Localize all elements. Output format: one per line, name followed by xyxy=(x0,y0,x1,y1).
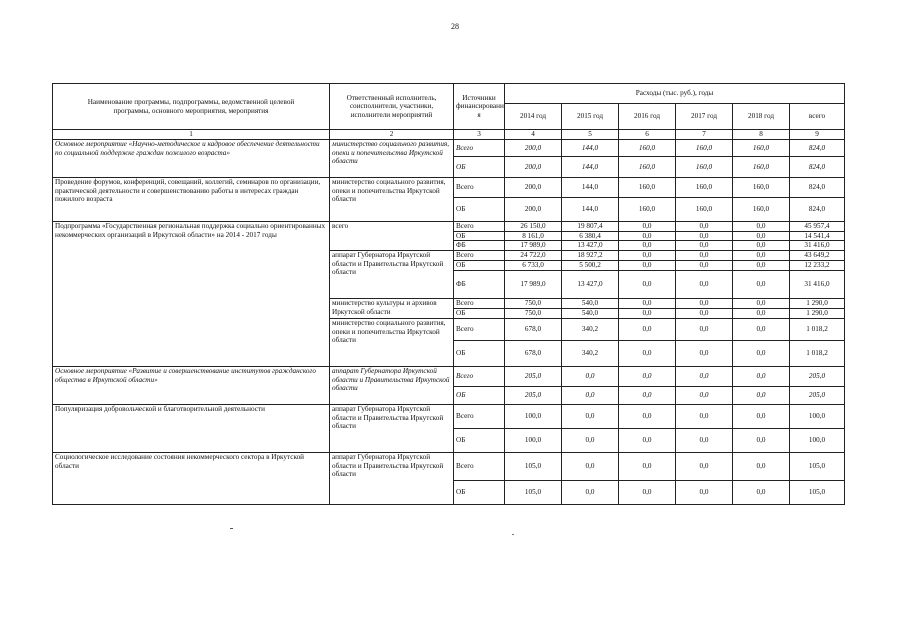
year-value-cell: 0,0 xyxy=(619,241,676,251)
year-value-cell: 0,0 xyxy=(619,386,676,404)
year-value-cell: 24 722,0 xyxy=(505,250,562,260)
total-value-cell: 31 416,0 xyxy=(790,270,845,298)
executor-cell: министерство социального развития, опеки и попечительства Иркутской области xyxy=(330,140,454,178)
year-value-cell: 0,0 xyxy=(562,404,619,428)
year-value-cell: 160,0 xyxy=(676,178,733,198)
year-value-cell: 144,0 xyxy=(562,140,619,157)
header-year: 2016 год xyxy=(619,104,676,130)
year-value-cell: 0,0 xyxy=(619,340,676,366)
source-cell: ОБ xyxy=(454,480,505,504)
year-value-cell: 0,0 xyxy=(619,318,676,340)
executor-cell: всего xyxy=(330,222,454,251)
header-year: 2017 год xyxy=(676,104,733,130)
year-value-cell: 0,0 xyxy=(733,241,790,251)
column-number: 1 xyxy=(53,130,330,140)
total-value-cell: 1 290,0 xyxy=(790,298,845,308)
table-row xyxy=(53,404,845,428)
year-value-cell: 100,0 xyxy=(505,404,562,428)
column-number: 6 xyxy=(619,130,676,140)
header-year: 2015 год xyxy=(562,104,619,130)
source-cell: Всего xyxy=(454,298,505,308)
year-value-cell: 0,0 xyxy=(619,308,676,318)
source-cell: ОБ xyxy=(454,157,505,178)
year-value-cell: 0,0 xyxy=(619,270,676,298)
year-value-cell: 0,0 xyxy=(619,366,676,386)
year-value-cell: 160,0 xyxy=(619,157,676,178)
source-cell: ОБ xyxy=(454,231,505,241)
total-value-cell: 105,0 xyxy=(790,480,845,504)
year-value-cell: 105,0 xyxy=(505,480,562,504)
year-value-cell: 340,2 xyxy=(562,318,619,340)
program-name-cell: Проведение форумов, конференций, совещаний, коллегий, семинаров по организации, практической деятельности и совершенствованию работы в интересах граждан пожилого возраста xyxy=(53,178,330,222)
year-value-cell: 0,0 xyxy=(733,250,790,260)
year-value-cell: 540,0 xyxy=(562,308,619,318)
total-value-cell: 824,0 xyxy=(790,178,845,198)
total-value-cell: 43 649,2 xyxy=(790,250,845,260)
executor-cell: министерство социального развития, опеки и попечительства Иркутской области xyxy=(330,178,454,222)
year-value-cell: 0,0 xyxy=(733,404,790,428)
table-row xyxy=(53,366,845,386)
year-value-cell: 0,0 xyxy=(562,480,619,504)
program-name-cell: Основное мероприятие «Развитие и совершенствование институтов гражданского общества в Иркутской области» xyxy=(53,366,330,404)
year-value-cell: 0,0 xyxy=(676,480,733,504)
source-cell: ОБ xyxy=(454,386,505,404)
year-value-cell: 0,0 xyxy=(733,308,790,318)
year-value-cell: 144,0 xyxy=(562,178,619,198)
source-cell: Всего xyxy=(454,178,505,198)
year-value-cell: 0,0 xyxy=(562,452,619,480)
year-value-cell: 144,0 xyxy=(562,198,619,222)
source-cell: Всего xyxy=(454,318,505,340)
header-name-col: Наименование программы, подпрограммы, ведомственной целевой программы, основного мероприятия, мероприятия xyxy=(53,84,330,130)
year-value-cell: 750,0 xyxy=(505,308,562,318)
source-cell: ОБ xyxy=(454,428,505,452)
header-year: 2014 год xyxy=(505,104,562,130)
year-value-cell: 160,0 xyxy=(733,198,790,222)
year-value-cell: 0,0 xyxy=(733,452,790,480)
total-value-cell: 1 290,0 xyxy=(790,308,845,318)
source-cell: Всего xyxy=(454,222,505,232)
year-value-cell: 144,0 xyxy=(562,157,619,178)
table-row xyxy=(53,178,845,198)
executor-cell: аппарат Губернатора Иркутской области и Правительства Иркутской области xyxy=(330,250,454,298)
table-header xyxy=(53,84,845,140)
table-body xyxy=(53,140,845,505)
year-value-cell: 100,0 xyxy=(505,428,562,452)
year-value-cell: 0,0 xyxy=(733,480,790,504)
year-value-cell: 0,0 xyxy=(733,260,790,270)
year-value-cell: 0,0 xyxy=(733,222,790,232)
program-name-cell: Подпрограмма «Государственная региональная поддержка социально ориентированных некоммерческих организаций в Иркутской области» на 2014 - 2017 годы xyxy=(53,222,330,367)
total-value-cell: 100,0 xyxy=(790,428,845,452)
source-cell: ОБ xyxy=(454,308,505,318)
year-value-cell: 0,0 xyxy=(733,231,790,241)
year-value-cell: 13 427,0 xyxy=(562,270,619,298)
column-number: 2 xyxy=(330,130,454,140)
year-value-cell: 0,0 xyxy=(676,308,733,318)
year-value-cell: 5 500,2 xyxy=(562,260,619,270)
column-number: 7 xyxy=(676,130,733,140)
year-value-cell: 0,0 xyxy=(619,404,676,428)
source-cell: ОБ xyxy=(454,340,505,366)
total-value-cell: 12 233,2 xyxy=(790,260,845,270)
year-value-cell: 105,0 xyxy=(505,452,562,480)
year-value-cell: 200,0 xyxy=(505,198,562,222)
total-value-cell: 100,0 xyxy=(790,404,845,428)
year-value-cell: 0,0 xyxy=(619,452,676,480)
scan-speck xyxy=(512,534,514,535)
year-value-cell: 678,0 xyxy=(505,340,562,366)
total-value-cell: 205,0 xyxy=(790,386,845,404)
scan-speck xyxy=(230,528,233,529)
executor-cell: аппарат Губернатора Иркутской области и Правительства Иркутской области xyxy=(330,366,454,404)
table-row xyxy=(53,140,845,157)
page-number: 28 xyxy=(451,22,459,31)
year-value-cell: 0,0 xyxy=(676,260,733,270)
year-value-cell: 0,0 xyxy=(676,222,733,232)
year-value-cell: 200,0 xyxy=(505,157,562,178)
executor-cell: аппарат Губернатора Иркутской области и Правительства Иркутской области xyxy=(330,452,454,504)
year-value-cell: 0,0 xyxy=(676,298,733,308)
year-value-cell: 17 989,0 xyxy=(505,270,562,298)
year-value-cell: 0,0 xyxy=(733,386,790,404)
header-expenses: Расходы (тыс. руб.), годы xyxy=(505,84,845,104)
year-value-cell: 26 150,0 xyxy=(505,222,562,232)
year-value-cell: 8 161,0 xyxy=(505,231,562,241)
year-value-cell: 0,0 xyxy=(676,404,733,428)
total-value-cell: 1 018,2 xyxy=(790,340,845,366)
year-value-cell: 0,0 xyxy=(676,452,733,480)
column-number: 4 xyxy=(505,130,562,140)
financing-table xyxy=(52,83,845,505)
year-value-cell: 540,0 xyxy=(562,298,619,308)
executor-cell: министерство культуры и архивов Иркутской области xyxy=(330,298,454,318)
year-value-cell: 0,0 xyxy=(676,241,733,251)
source-cell: Всего xyxy=(454,140,505,157)
executor-cell: министерство социального развития, опеки и попечительства Иркутской области xyxy=(330,318,454,366)
year-value-cell: 13 427,0 xyxy=(562,241,619,251)
year-value-cell: 0,0 xyxy=(619,231,676,241)
year-value-cell: 200,0 xyxy=(505,178,562,198)
year-value-cell: 0,0 xyxy=(619,298,676,308)
table-row xyxy=(53,452,845,480)
year-value-cell: 6 380,4 xyxy=(562,231,619,241)
year-value-cell: 750,0 xyxy=(505,298,562,308)
year-value-cell: 0,0 xyxy=(733,318,790,340)
source-cell: ФБ xyxy=(454,241,505,251)
year-value-cell: 0,0 xyxy=(562,428,619,452)
year-value-cell: 0,0 xyxy=(733,428,790,452)
year-value-cell: 0,0 xyxy=(733,340,790,366)
total-value-cell: 31 416,0 xyxy=(790,241,845,251)
year-value-cell: 678,0 xyxy=(505,318,562,340)
header-year: 2018 год xyxy=(733,104,790,130)
year-value-cell: 160,0 xyxy=(676,157,733,178)
header-total: всего xyxy=(790,104,845,130)
total-value-cell: 105,0 xyxy=(790,452,845,480)
year-value-cell: 19 807,4 xyxy=(562,222,619,232)
column-number: 8 xyxy=(733,130,790,140)
year-value-cell: 0,0 xyxy=(676,250,733,260)
year-value-cell: 205,0 xyxy=(505,366,562,386)
source-cell: Всего xyxy=(454,250,505,260)
year-value-cell: 0,0 xyxy=(733,270,790,298)
year-value-cell: 160,0 xyxy=(733,140,790,157)
year-value-cell: 0,0 xyxy=(676,231,733,241)
year-value-cell: 160,0 xyxy=(733,178,790,198)
total-value-cell: 14 541,4 xyxy=(790,231,845,241)
program-name-cell: Основное мероприятие «Научно-методическое и кадровое обеспечение деятельности по социальной поддержке граждан пожилого возраста» xyxy=(53,140,330,178)
total-value-cell: 824,0 xyxy=(790,157,845,178)
source-cell: Всего xyxy=(454,452,505,480)
year-value-cell: 0,0 xyxy=(676,340,733,366)
executor-cell: аппарат Губернатора Иркутской области и Правительства Иркутской области xyxy=(330,404,454,452)
year-value-cell: 0,0 xyxy=(619,480,676,504)
year-value-cell: 0,0 xyxy=(733,298,790,308)
source-cell: ОБ xyxy=(454,198,505,222)
year-value-cell: 160,0 xyxy=(733,157,790,178)
column-number: 5 xyxy=(562,130,619,140)
source-cell: Всего xyxy=(454,366,505,386)
year-value-cell: 0,0 xyxy=(676,386,733,404)
year-value-cell: 160,0 xyxy=(676,140,733,157)
year-value-cell: 160,0 xyxy=(619,178,676,198)
year-value-cell: 205,0 xyxy=(505,386,562,404)
year-value-cell: 0,0 xyxy=(562,366,619,386)
year-value-cell: 0,0 xyxy=(619,250,676,260)
program-name-cell: Популяризация добровольческой и благотворительной деятельности xyxy=(53,404,330,452)
year-value-cell: 0,0 xyxy=(676,428,733,452)
year-value-cell: 0,0 xyxy=(676,318,733,340)
year-value-cell: 0,0 xyxy=(619,260,676,270)
year-value-cell: 160,0 xyxy=(619,140,676,157)
year-value-cell: 160,0 xyxy=(676,198,733,222)
year-value-cell: 0,0 xyxy=(619,222,676,232)
table-row xyxy=(53,222,845,232)
year-value-cell: 160,0 xyxy=(619,198,676,222)
column-number: 3 xyxy=(454,130,505,140)
year-value-cell: 0,0 xyxy=(562,386,619,404)
year-value-cell: 0,0 xyxy=(733,366,790,386)
program-name-cell: Социологическое исследование состояния некоммерческого сектора в Иркутской области xyxy=(53,452,330,504)
year-value-cell: 18 927,2 xyxy=(562,250,619,260)
header-source-col: Источники финансировани я xyxy=(454,84,505,130)
total-value-cell: 45 957,4 xyxy=(790,222,845,232)
year-value-cell: 0,0 xyxy=(676,270,733,298)
header-executor-col: Ответственный исполнитель, соисполнители, участники, исполнители мероприятий xyxy=(330,84,454,130)
total-value-cell: 824,0 xyxy=(790,140,845,157)
source-cell: ОБ xyxy=(454,260,505,270)
column-number: 9 xyxy=(790,130,845,140)
year-value-cell: 6 733,0 xyxy=(505,260,562,270)
total-value-cell: 205,0 xyxy=(790,366,845,386)
source-cell: Всего xyxy=(454,404,505,428)
year-value-cell: 0,0 xyxy=(619,428,676,452)
year-value-cell: 17 989,0 xyxy=(505,241,562,251)
year-value-cell: 340,2 xyxy=(562,340,619,366)
source-cell: ФБ xyxy=(454,270,505,298)
year-value-cell: 0,0 xyxy=(676,366,733,386)
year-value-cell: 200,0 xyxy=(505,140,562,157)
total-value-cell: 824,0 xyxy=(790,198,845,222)
total-value-cell: 1 018,2 xyxy=(790,318,845,340)
column-numbers-row xyxy=(53,130,845,140)
